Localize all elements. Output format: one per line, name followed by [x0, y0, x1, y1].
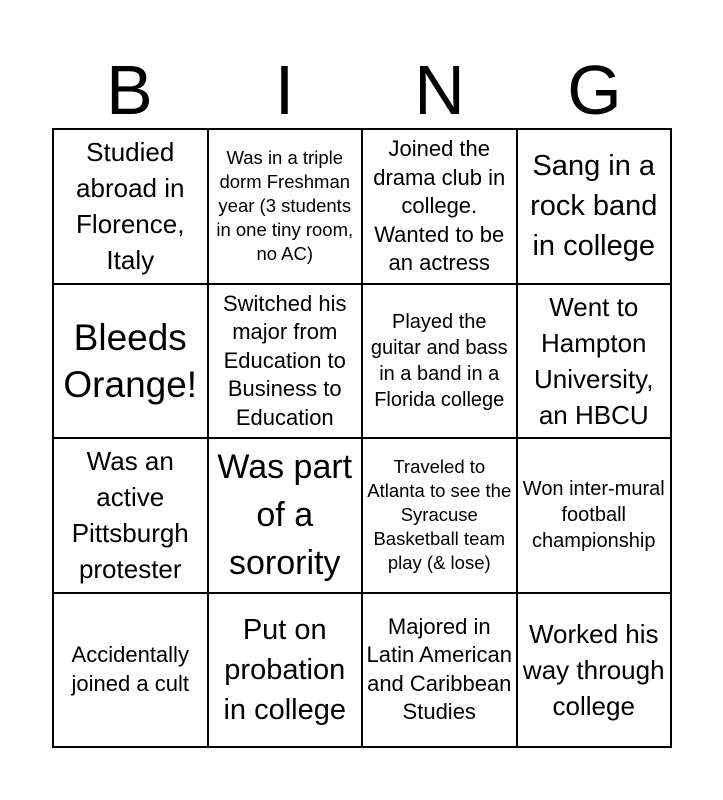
cell-text: Put on probation in college — [223, 613, 347, 726]
bingo-cell-r1-c2[interactable] — [209, 130, 364, 285]
cell-text: Joined the drama club in college. Wanted to be an actress — [373, 136, 506, 275]
cell-text: Was an active Pittsburgh protester — [71, 446, 189, 585]
cell-text: Worked his way through college — [522, 618, 665, 721]
cell-text: Played the guitar and bass in a band in a Florida college — [370, 310, 508, 411]
bingo-header — [52, 52, 672, 128]
header-letter-i: I — [274, 51, 295, 129]
cell-text: Traveled to Atlanta to see the Syracuse Basketball team play (& lose) — [367, 456, 512, 574]
bingo-cell-r4-c4[interactable] — [518, 594, 673, 749]
header-letter-n: N — [414, 51, 465, 129]
cell-text: Won inter-mural football championship — [522, 478, 665, 553]
bingo-cell-r4-c3[interactable] — [363, 594, 518, 749]
cell-text: Went to Hampton University, an HBCU — [534, 291, 654, 430]
bingo-cell-r1-c4[interactable] — [518, 130, 673, 285]
bingo-cell-r1-c1[interactable] — [54, 130, 209, 285]
bingo-cell-r3-c2[interactable] — [209, 439, 364, 594]
cell-text: Bleeds Orange! — [63, 316, 198, 405]
bingo-cell-r3-c1[interactable] — [54, 439, 209, 594]
cell-text: Sang in a rock band in college — [530, 150, 658, 263]
bingo-cell-r4-c1[interactable] — [54, 594, 209, 749]
header-letter-g: G — [567, 51, 622, 129]
bingo-cell-r3-c4[interactable] — [518, 439, 673, 594]
bingo-cell-r1-c3[interactable] — [363, 130, 518, 285]
bingo-cell-r2-c3[interactable] — [363, 285, 518, 440]
cell-text: Was part of a sorority — [217, 448, 353, 583]
cell-text: Accidentally joined a cult — [71, 642, 189, 696]
header-letter-b: B — [106, 51, 153, 129]
bingo-cell-r4-c2[interactable] — [209, 594, 364, 749]
bingo-cell-r2-c1[interactable] — [54, 285, 209, 440]
bingo-cell-r2-c2[interactable] — [209, 285, 364, 440]
bingo-cell-r2-c4[interactable] — [518, 285, 673, 440]
cell-text: Was in a triple dorm Freshman year (3 students in one tiny room, no AC) — [216, 147, 354, 265]
cell-text: Switched his major from Education to Business to Education — [222, 290, 347, 430]
cell-text: Studied abroad in Florence, Italy — [76, 137, 185, 276]
cell-text: Majored in Latin American and Caribbean Studies — [366, 613, 513, 725]
bingo-cell-r3-c3[interactable] — [363, 439, 518, 594]
bingo-board — [52, 128, 672, 748]
